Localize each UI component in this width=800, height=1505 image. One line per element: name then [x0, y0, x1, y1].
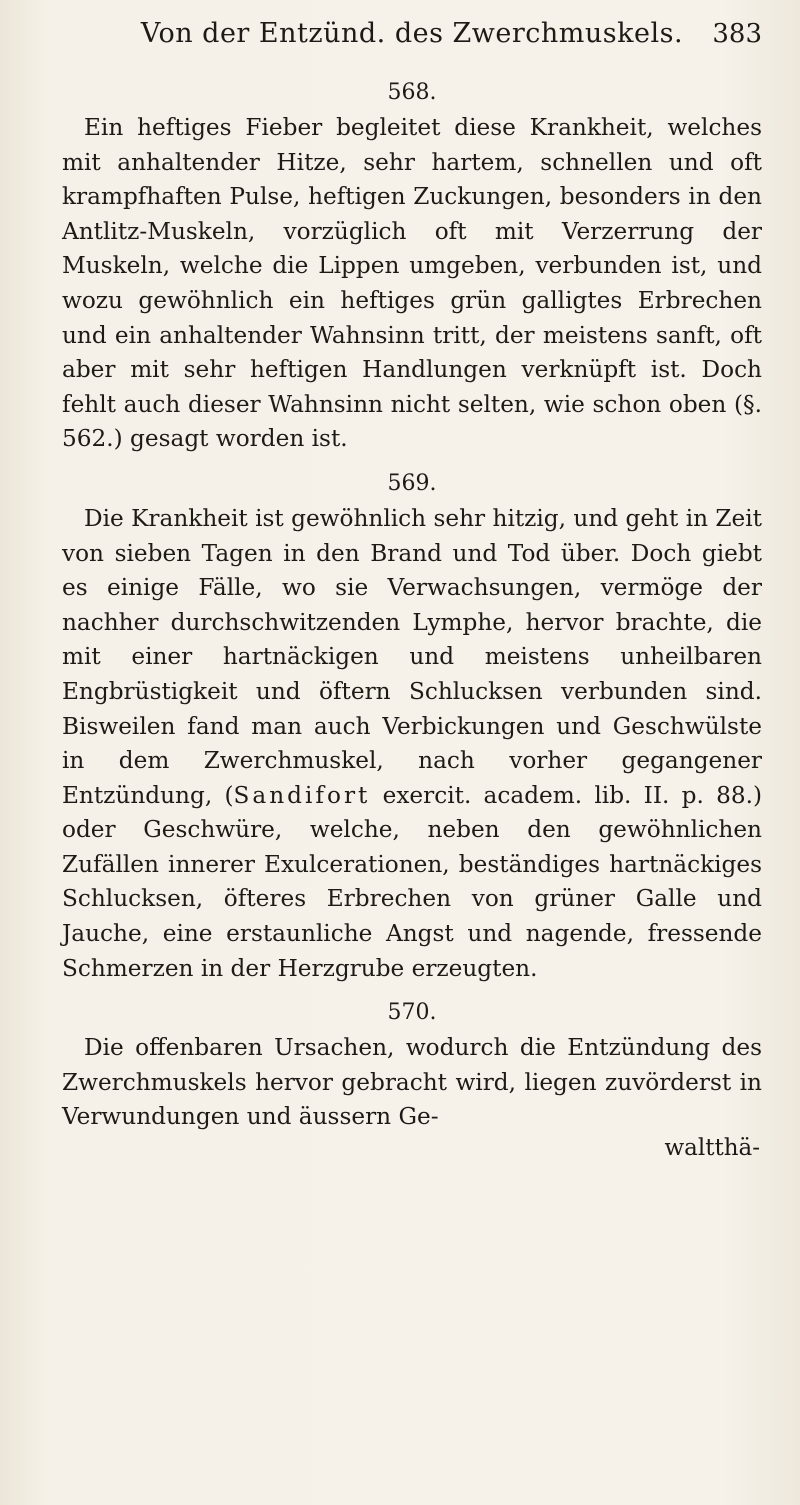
paragraph-text: exercit. academ. lib. II. p. 88.) oder Geschwüre, welche, neben den gewöhnlichen Zufällen innerer Exulcerationen, beständiges hartnäckiges Schlucksen, öfteres Erbrechen von grüner Galle und Jauche, eine erstaunliche Angst und nagende, fressende Schmerzen in der Herzgrube erzeugten.	[62, 781, 762, 982]
paragraph: Die offenbaren Ursachen, wodurch die Entzündung des Zwerchmuskels hervor gebracht wird, liegen zuvörderst in Verwundungen und äussern Ge-	[62, 1034, 762, 1131]
paragraph	[62, 502, 762, 986]
citation-author: Sandifort	[233, 781, 371, 809]
section-569	[62, 471, 762, 986]
catchword: waltthä-	[664, 1135, 760, 1162]
paragraph-text: Die Krankheit ist gewöhnlich sehr hitzig, und geht in Zeit von sieben Tagen in den Brand und Tod über. Doch giebt es einige Fälle, wo sie Verwachsungen, vermöge der nachher durchschwitzenden Lymphe, hervor brachte, die mit einer hartnäckigen und meistens unheilbaren Engbrüstigkeit und öftern Schlucksen verbunden sind. Bisweilen fand man auch Verbickungen und Geschwülste in dem Zwerchmuskel, nach vorher gegangener Entzündung, (	[62, 504, 762, 809]
paragraph: Ein heftiges Fieber begleitet diese Krankheit, welches mit anhaltender Hitze, sehr hartem, schnellen und oft krampfhaften Pulse, heftigen Zuckungen, besonders in den Antlitz-Muskeln, vorzüglich oft mit Verzerrung der Muskeln, welche die Lippen umgeben, verbunden ist, und wozu gewöhnlich ein heftiges grün galligtes Erbrechen und ein anhaltender Wahnsinn tritt, der meistens sanft, oft aber mit sehr heftigen Handlungen verknüpft ist. Doch fehlt auch dieser Wahnsinn nicht selten, wie schon oben (§. 562.) gesagt worden ist.	[62, 114, 762, 453]
running-title: Von der Entzünd. des Zwerchmuskels.	[140, 18, 684, 49]
section-570	[62, 1000, 762, 1135]
section-number: 569.	[387, 470, 437, 496]
section-number: 570.	[387, 1000, 437, 1026]
page-number: 383	[712, 19, 762, 49]
section-568	[62, 80, 762, 457]
section-number: 568.	[387, 80, 437, 105]
page-header	[62, 18, 762, 74]
